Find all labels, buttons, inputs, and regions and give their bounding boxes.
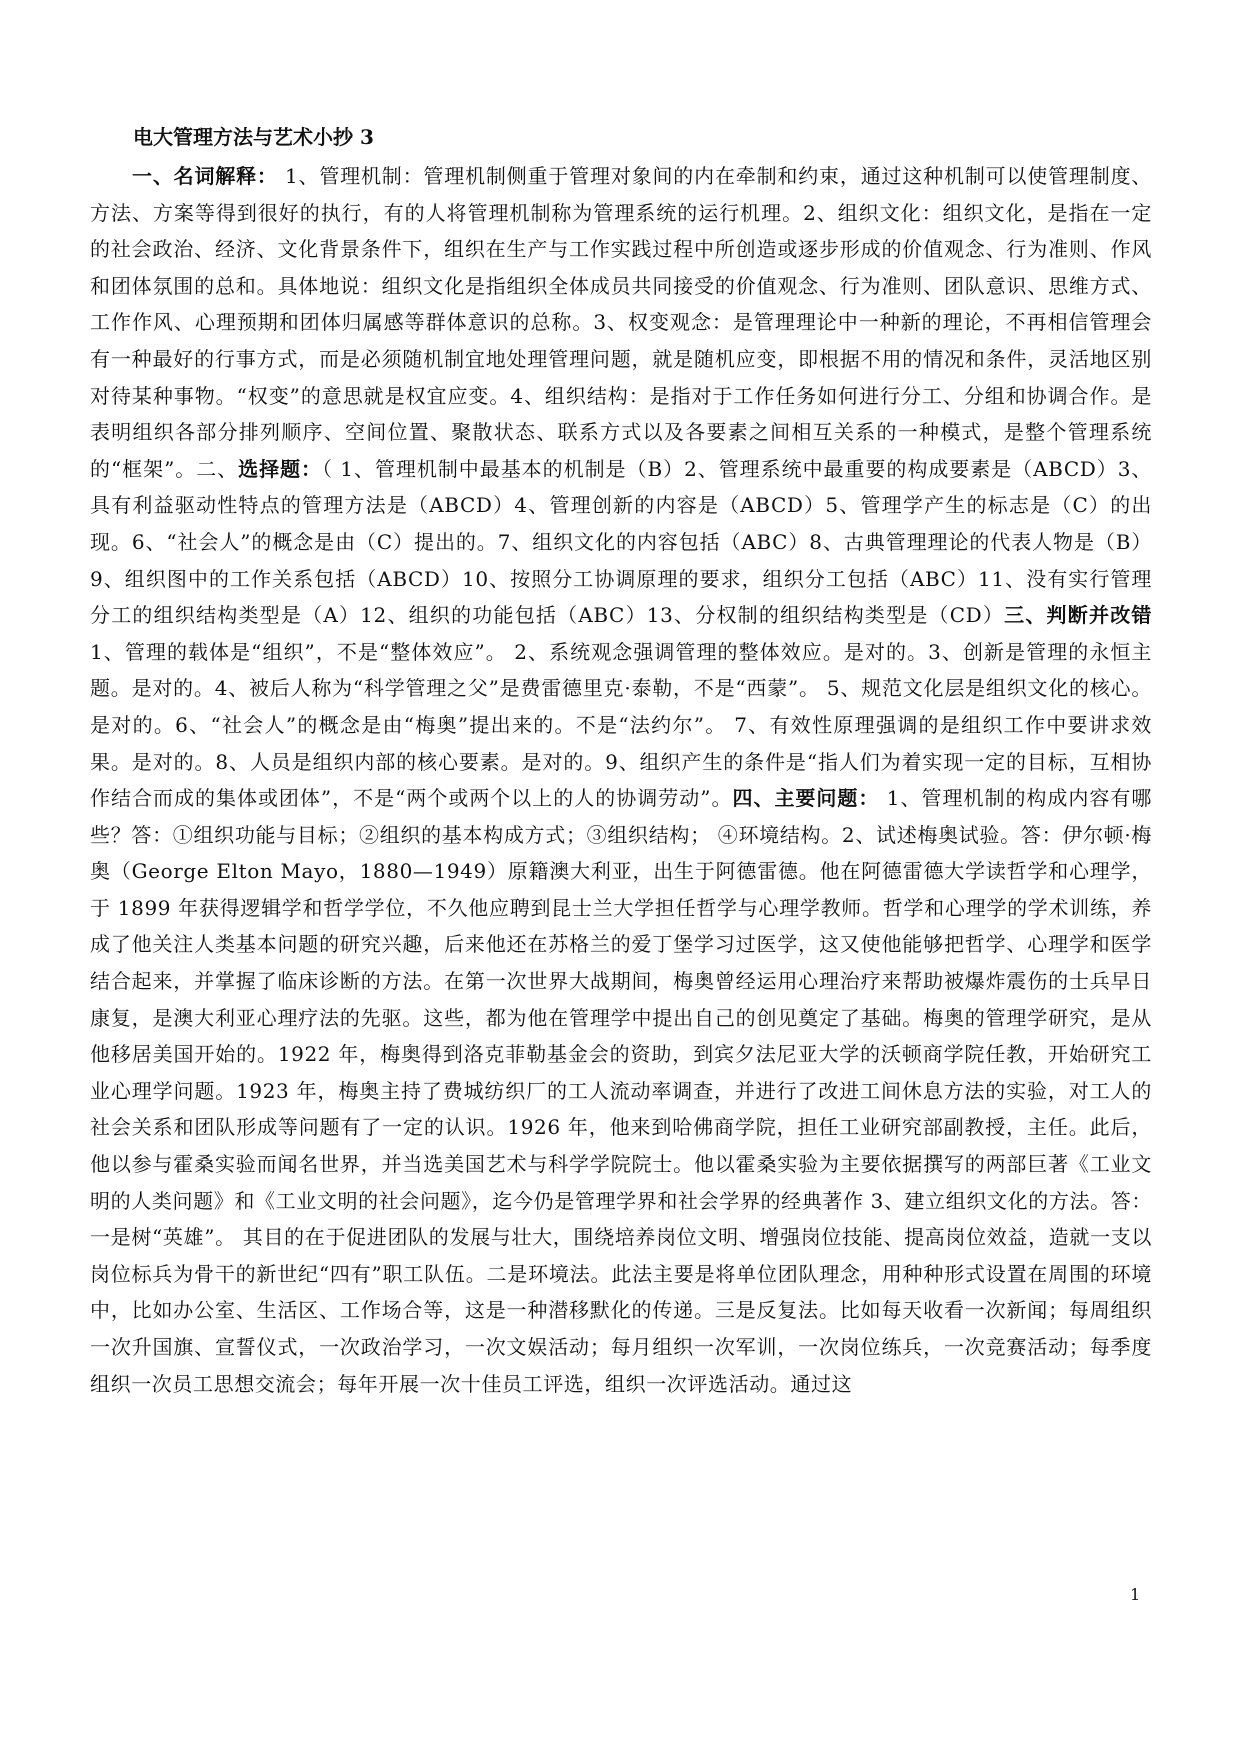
document-title: 电大管理方法与艺术小抄 3 <box>133 125 374 149</box>
section-heading-definitions: 一、名词解释： <box>132 164 278 188</box>
page-number: 1 <box>1130 1585 1141 1604</box>
section-text-definitions: 1、管理机制：管理机制侧重于管理对象间的内在牵制和约束，通过这种机制可以使管理制度、方法、方案等得到很好的执行，有的人将管理机制称为管理系统的运行机理。2、组织文化：组织文化，是指在一定的社会政治、经济、文化背景条件下，组织在生产与工作实践过程中所创造或逐步形成的价值观念、行为准则、作风和团体氛围的总和。具体地说：组织文化是指组织全体成员共同接受的价值观念、行为准则、团队意识、思维方式、工作作风、心理预期和团体归属感等群体意识的总称。3、权变观念：是管理理论中一种新的理论，不再相信管理会有一种最好的行事方式，而是必须随机制宜地处理管理问题，就是随机应变，即根据不用的情况和条件，灵活地区别对待某种事物。“权变”的意思就是权宜应变。4、组织结构：是指对于工作任务如何进行分工、分组和协调合作。是表明组织各部分排列顺序、空间位置、聚散状态、联系方式以及各要素之间相互关系的一种模式，是整个管理系统的“框架”。二、 <box>90 164 1152 481</box>
section-text-true-false: 1、管理的载体是“组织”，不是“整体效应”。 2、系统观念强调管理的整体效应。是对的。3、创新是管理的永恒主题。是对的。4、被后人称为“科学管理之父”是费雷德里克·泰勒，不是“西蒙”。 5、规范文化层是组织文化的核心。是对的。6、“社会人”的概念是由“梅奥”提出来的。不是“法约尔”。 7、有效性原理强调的是组织工作中要讲求效果。是对的。8、人员是组织内部的核心要素。是对的。9、组织产生的条件是“指人们为着实现一定的目标，互相协作结合而成的集体或团体”，不是“两个或两个以上的人的协调劳动”。 <box>90 639 1152 811</box>
section-text-main-questions: 1、管理机制的构成内容有哪些？答：①组织功能与目标；②组织的基本构成方式；③组织结构； ④环境结构。2、试述梅奥试验。答：伊尔顿·梅奥（George Elton Mayo，1880—1949）原籍澳大利亚，出生于阿德雷德。他在阿德雷德大学读哲学和心理学，于 1899 年获得逻辑学和哲学学位，不久他应聘到昆士兰大学担任哲学与心理学教师。哲学和心理学的学术训练，养成了他关注人类基本问题的研究兴趣，后来他还在苏格兰的爱丁堡学习过医学，这又使他能够把哲学、心理学和医学结合起来，并掌握了临床诊断的方法。在第一次世界大战期间，梅奥曾经运用心理治疗来帮助被爆炸震伤的士兵早日康复，是澳大利亚心理疗法的先驱。这些，都为他在管理学中提出自己的创见奠定了基础。梅奥的管理学研究，是从他移居美国开始的。1922 年，梅奥得到洛克菲勒基金会的资助，到宾夕法尼亚大学的沃顿商学院任教，开始研究工业心理学问题。1923 年，梅奥主持了费城纺织厂的工人流动率调查，并进行了改进工间休息方法的实验，对工人的社会关系和团队形成等问题有了一定的认识。1926 年，他来到哈佛商学院，担任工业研究部副教授，主任。此后，他以参与霍桑实验而闻名世界，并当选美国艺术与科学学院院士。他以霍桑实验为主要依据撰写的两部巨著《工业文明的人类问题》和《工业文明的社会问题》，迄今仍是管理学界和社会学界的经典著作 3、建立组织文化的方法。答：一是树“英雄”。 其目的在于促进团队的发展与壮大，围绕培养岗位文明、增强岗位技能、提高岗位效益，造就一支以岗位标兵为骨干的新世纪“四有”职工队伍。二是环境法。此法主要是将单位团队理念，用种种形式设置在周围的环境中，比如办公室、生活区、工作场合等，这是一种潜移默化的传递。三是反复法。比如每天收看一次新闻；每周组织一次升国旗、宣誓仪式，一次政治学习，一次文娱活动；每月组织一次军训，一次岗位练兵，一次竞赛活动；每季度组织一次员工思想交流会；每年开展一次十佳员工评选，组织一次评选活动。通过这 <box>90 786 1152 1396</box>
section-text-multiple-choice: （ 1、管理机制中最基本的机制是（B）2、管理系统中最重要的构成要素是（ABCD）3、具有利益驱动性特点的管理方法是（ABCD）4、管理创新的内容是（ABCD）5、管理学产生的标志是（C）的出现。6、“社会人”的概念是由（C）提出的。7、组织文化的内容包括（ABC）8、古典管理理论的代表人物是（B）9、组织图中的工作关系包括（ABCD）10、按照分工协调原理的要求，组织分工包括（ABC）11、没有实行管理分工的组织结构类型是（A）12、组织的功能包括（ABC）13、分权制的组织结构类型是（CD） <box>90 456 1153 628</box>
document-body <box>90 158 1152 1402</box>
section-heading-main-questions: 四、主要问题： <box>732 786 880 811</box>
section-heading-multiple-choice: 选择题： <box>238 456 323 481</box>
section-heading-true-false: 三、判断并改错 <box>1004 603 1153 628</box>
